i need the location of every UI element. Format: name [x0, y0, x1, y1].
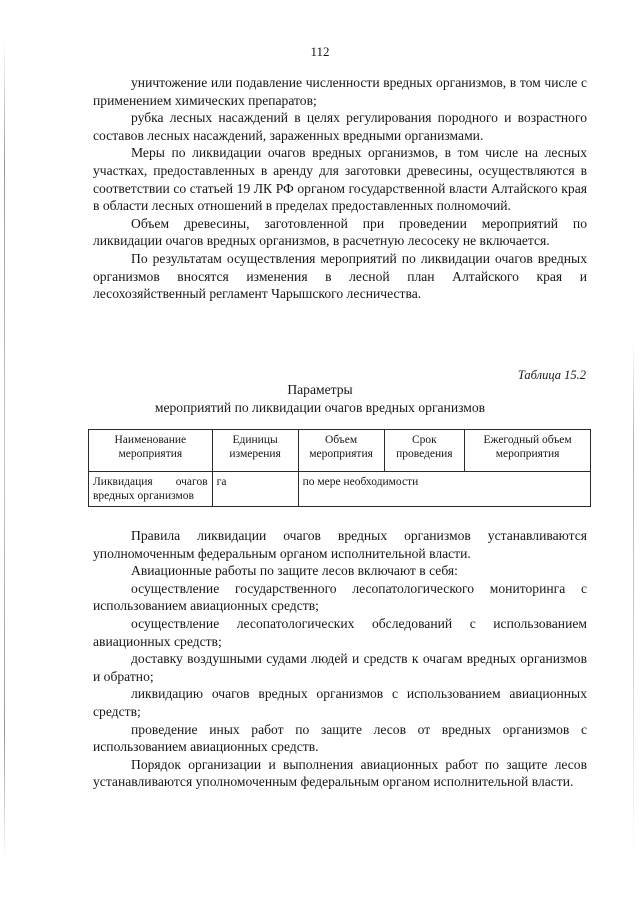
table-cell-name	[89, 472, 213, 507]
scan-edge-left	[4, 40, 5, 860]
scan-edge-right	[633, 340, 634, 860]
header-cell: Наименование мероприятия	[89, 430, 213, 472]
paragraph: По результатам осуществления мероприятий по ликвидации очагов вредных организмов вносятся изменения в лесной план Алтайского края и лесохозяйственный регламент Чарышского лесничества.	[93, 250, 587, 302]
paragraph: Порядок организации и выполнения авиационных работ по защите лесов устанавливаются уполномоченным федеральным органом исполнительной власти.	[93, 756, 587, 790]
table-label: Таблица 15.2	[517, 368, 586, 382]
paragraph: проведение иных работ по защите лесов от вредных организмов с использованием авиационных средств.	[93, 721, 587, 755]
paragraph: осуществление государственного лесопатологического мониторинга с использованием авиационных средств;	[93, 580, 587, 614]
cell-line: вредных организмов	[93, 490, 194, 502]
table-row	[89, 472, 591, 507]
paragraph: осуществление лесопатологических обследований с использованием авиационных средств;	[93, 615, 587, 649]
paragraph: ликвидацию очагов вредных организмов с использованием авиационных средств;	[93, 686, 587, 719]
table-subtitle: мероприятий по ликвидации очагов вредных организмов	[154, 400, 486, 415]
cell-line: Ликвидация очагов	[93, 476, 208, 488]
table-title: Параметры	[287, 382, 353, 397]
header-cell: Срок проведения	[384, 430, 465, 472]
page-number: 112	[310, 44, 330, 59]
text-block-top	[93, 74, 587, 303]
paragraph: Авиационные работы по защите лесов включают в себя:	[131, 563, 458, 579]
header-cell: Ежегодный объем мероприятия	[465, 430, 591, 472]
parameters-table	[88, 429, 591, 507]
paragraph: Меры по ликвидации очагов вредных организмов, в том числе на лесных участках, предоставленных в аренду для заготовки древесины, осуществляются в соответствии со статьей 19 ЛК РФ органом государственной власти Алтайского края в области лесных отношений в пределах предоставленных полномочий.	[93, 145, 587, 214]
paragraph: уничтожение или подавление численности вредных организмов, в том числе с применением химических препаратов;	[93, 75, 587, 108]
table-cell-period: по мере необходимости	[298, 472, 590, 507]
paragraph: рубка лесных насаждений в целях регулирования породного и возрастного составов лесных насаждений, зараженных вредными организмами.	[93, 110, 587, 143]
paragraph: Правила ликвидации очагов вредных организмов устанавливаются уполномоченным федеральным органом исполнительной власти.	[93, 528, 587, 561]
paragraph: Объем древесины, заготовленной при проведении мероприятий по ликвидации очагов вредных организмов, в расчетную лесосеку не включается.	[93, 215, 587, 249]
header-cell: Единицы измерения	[212, 430, 298, 472]
paragraph: доставку воздушными судами людей и средств к очагам вредных организмов и обратно;	[93, 651, 587, 684]
table-cell-unit: га	[212, 472, 298, 507]
header-cell: Объем мероприятия	[298, 430, 384, 472]
table-header-row	[89, 430, 591, 472]
text-block-bottom	[93, 527, 587, 791]
